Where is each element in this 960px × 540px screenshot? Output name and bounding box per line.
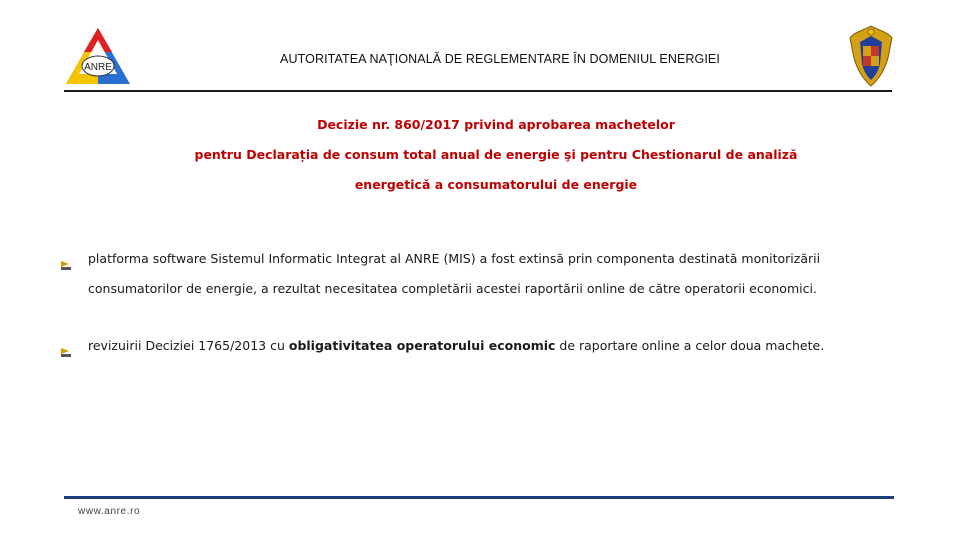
anre-logo [64,26,132,86]
bullet-2-suffix: de raportare online a celor doua machete. [555,338,825,353]
decision-title [96,110,896,200]
header-divider [64,90,892,92]
footer-url: www.anre.ro [78,506,141,517]
footer-divider [64,496,894,499]
ribbon-bullet-icon [60,253,72,265]
bullet-1-text: platforma software Sistemul Informatic Integrat al ANRE (MIS) a fost extinsă prin componenta destinată monitorizării consumatorilor de energie, a rezultat necesitatea completării acestei raportării online de către operatorii economici. [88,251,821,296]
ribbon-bullet-icon [60,340,72,352]
bullet-2-prefix: revizuirii Deciziei 1765/2013 cu [88,338,289,353]
decision-line-3: energetică a consumatorului de energie [354,177,638,192]
header-title: AUTORITATEA NAŢIONALĂ DE REGLEMENTARE ÎN DOMENIUL ENERGIEI [280,52,720,66]
decision-line-2: pentru Declarația de consum total anual de energie şi pentru Chestionarul de analiză [194,147,798,162]
romania-coat-of-arms-icon [848,24,894,88]
bullet-item-2 [60,331,880,361]
decision-line-1: Decizie nr. 860/2017 privind aprobarea machetelor [317,117,675,132]
logo-text: ANRE [84,62,112,73]
bullet-2-bold: obligativitatea operatorului economic [288,338,556,353]
bullet-2-text [88,331,880,361]
bullet-item-1 [60,244,880,304]
